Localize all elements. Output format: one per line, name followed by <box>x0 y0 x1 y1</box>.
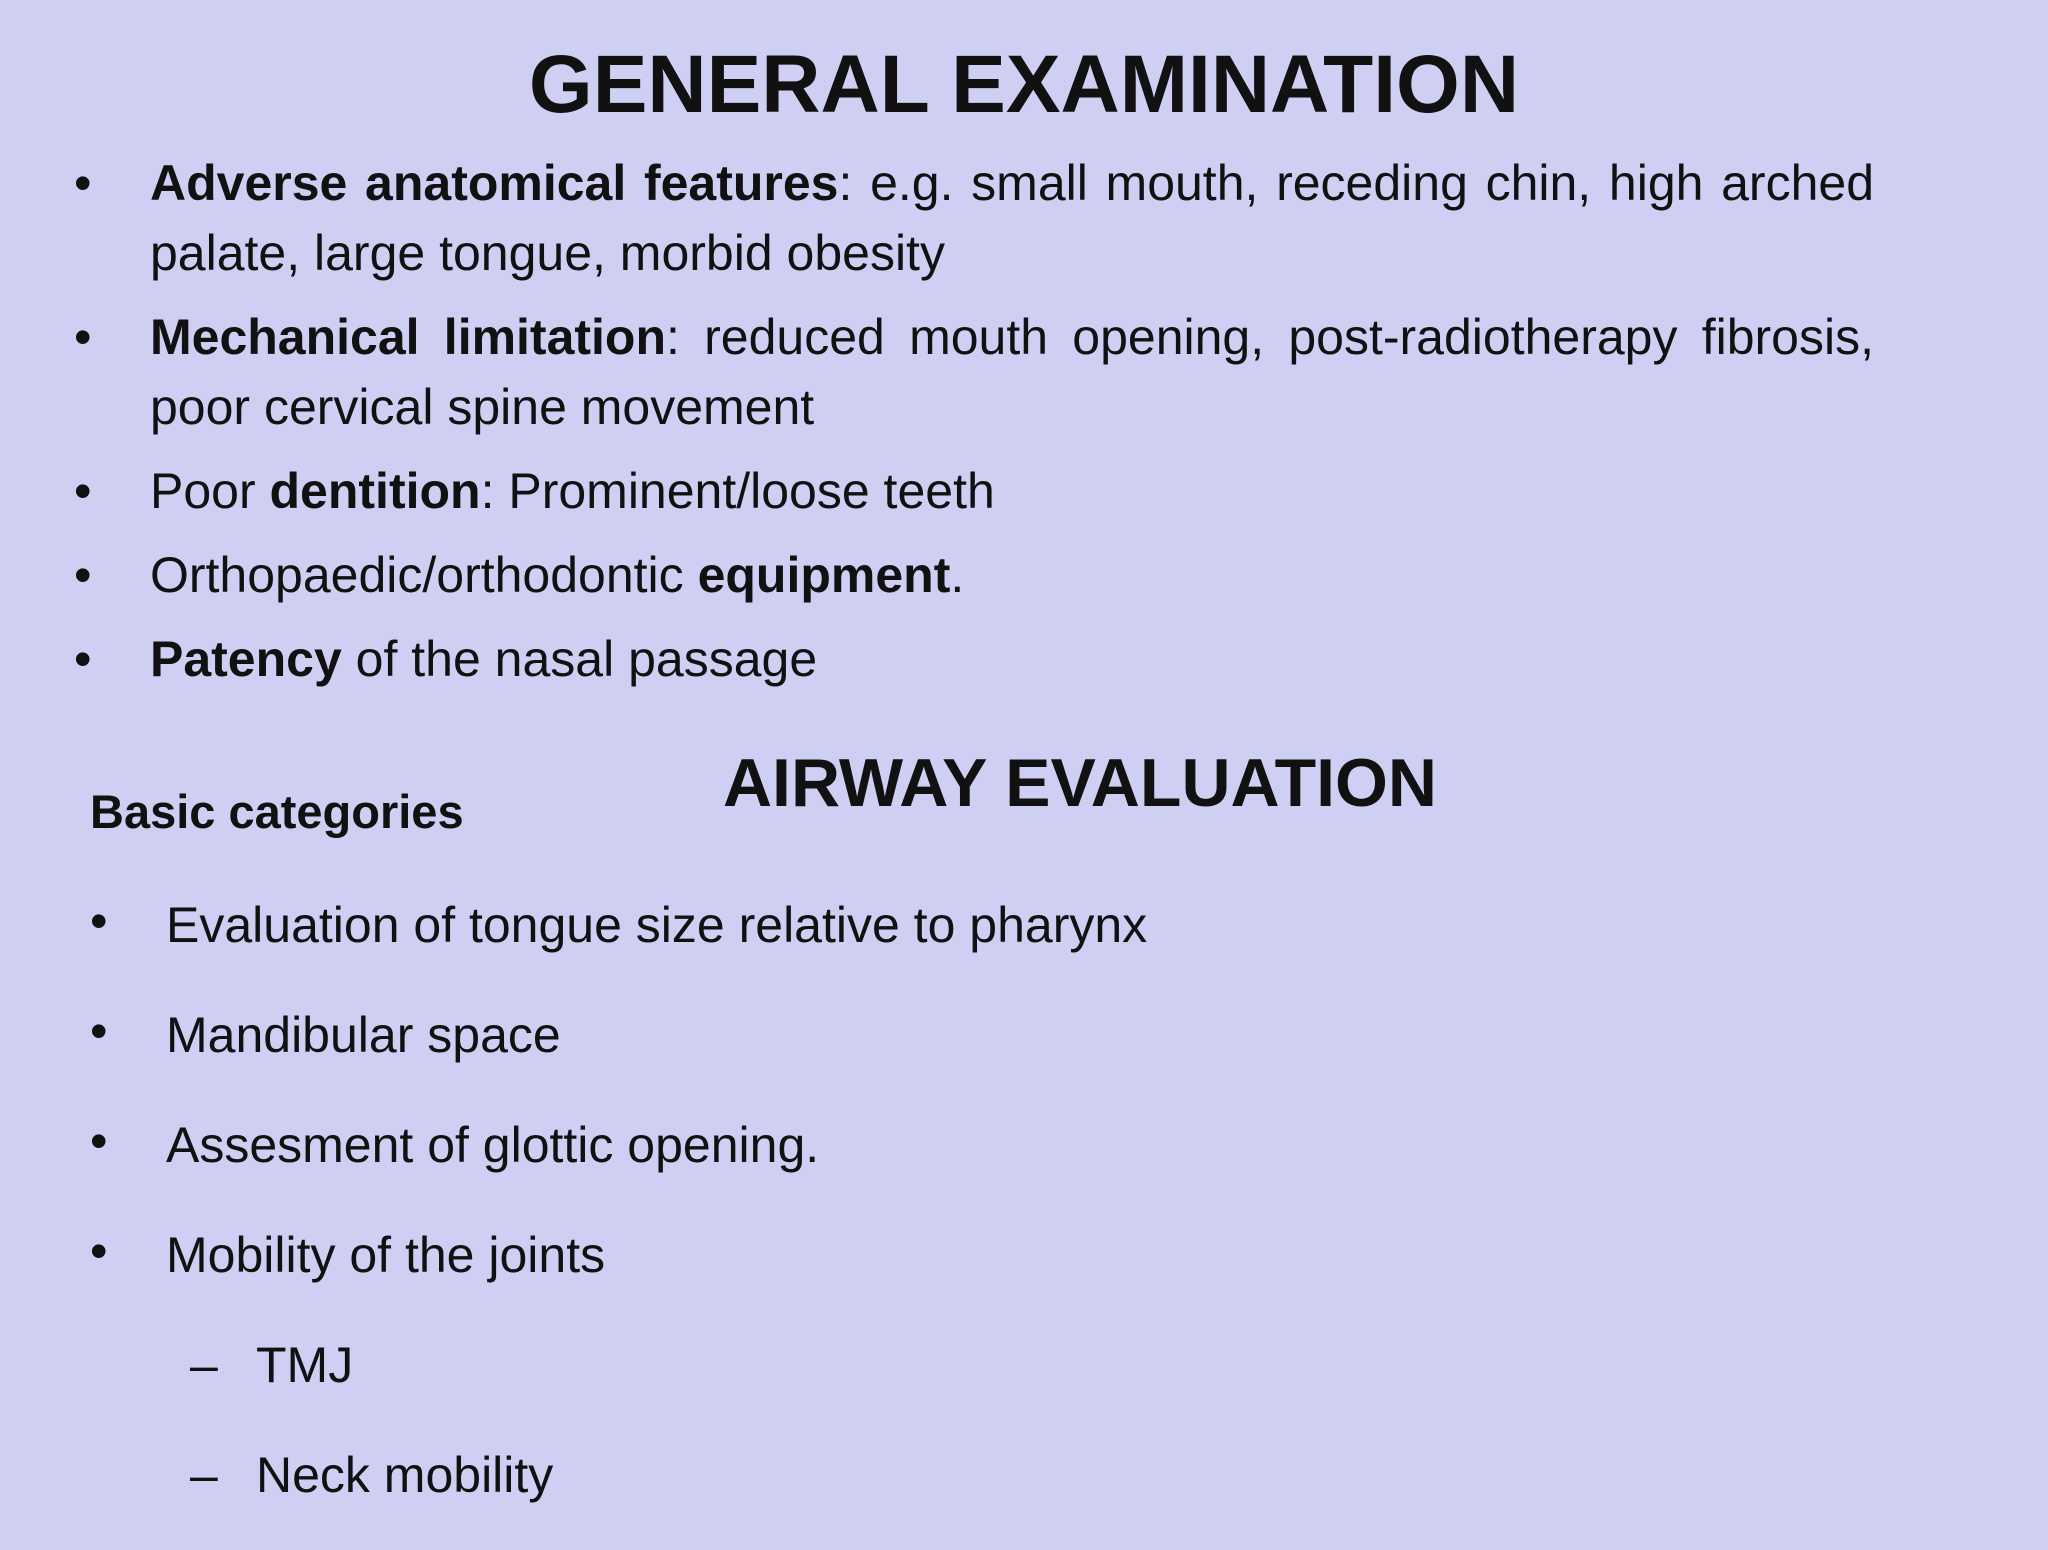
bullet-icon: • <box>74 309 92 365</box>
item-text-post: : Prominent/loose teeth <box>480 463 995 519</box>
sub-item-text: TMJ <box>256 1337 354 1393</box>
list-item <box>90 1110 1790 1180</box>
item-text: Assesment of glottic opening. <box>166 1117 820 1173</box>
item-text-post: . <box>950 547 965 603</box>
general-examination-list <box>74 148 1874 708</box>
airway-evaluation-title: AIRWAY EVALUATION <box>722 745 1438 821</box>
list-item <box>74 540 1874 610</box>
bullet-icon: • <box>74 547 92 603</box>
bullet-icon: • <box>90 893 108 949</box>
item-text-pre: Poor <box>150 463 270 519</box>
list-item <box>74 456 1874 526</box>
item-text-pre: Orthopaedic/orthodontic <box>150 547 698 603</box>
item-text: Mobility of the joints <box>166 1227 606 1283</box>
bullet-icon: • <box>90 1113 108 1169</box>
bullet-icon: • <box>74 463 92 519</box>
sub-list-item <box>90 1330 1790 1400</box>
dash-icon: – <box>190 1447 218 1503</box>
basic-categories-label: Basic categories <box>90 785 464 838</box>
list-item <box>90 1220 1790 1290</box>
bullet-icon: • <box>74 631 92 687</box>
bullet-icon: • <box>90 1003 108 1059</box>
slide-title: GENERAL EXAMINATION <box>528 39 1520 130</box>
item-text: Evaluation of tongue size relative to pharynx <box>166 897 1148 953</box>
item-text: : e.g. small mouth, receding chin, high arched palate, large tongue, morbid obesity <box>150 155 1875 281</box>
list-item <box>74 148 1874 288</box>
sub-list-item <box>90 1440 1790 1510</box>
item-bold: equipment <box>697 547 951 603</box>
item-bold-lead: Mechanical limitation <box>150 309 667 365</box>
item-bold-lead: Adverse anatomical features <box>150 155 839 211</box>
item-text: : reduced mouth opening, post-radiotherapy fibrosis, poor cervical spine movement <box>150 309 1874 435</box>
list-item <box>74 624 1874 694</box>
bullet-icon: • <box>74 155 92 211</box>
item-bold: dentition <box>269 463 481 519</box>
item-text: Mandibular space <box>166 1007 561 1063</box>
list-item <box>74 302 1874 442</box>
dash-icon: – <box>190 1337 218 1393</box>
list-item <box>90 1000 1790 1070</box>
item-bold-lead: Patency <box>150 631 342 687</box>
sub-item-text: Neck mobility <box>256 1447 554 1503</box>
airway-evaluation-list <box>90 890 1790 1550</box>
item-text: of the nasal passage <box>341 631 818 687</box>
bullet-icon: • <box>90 1223 108 1279</box>
list-item <box>90 890 1790 960</box>
